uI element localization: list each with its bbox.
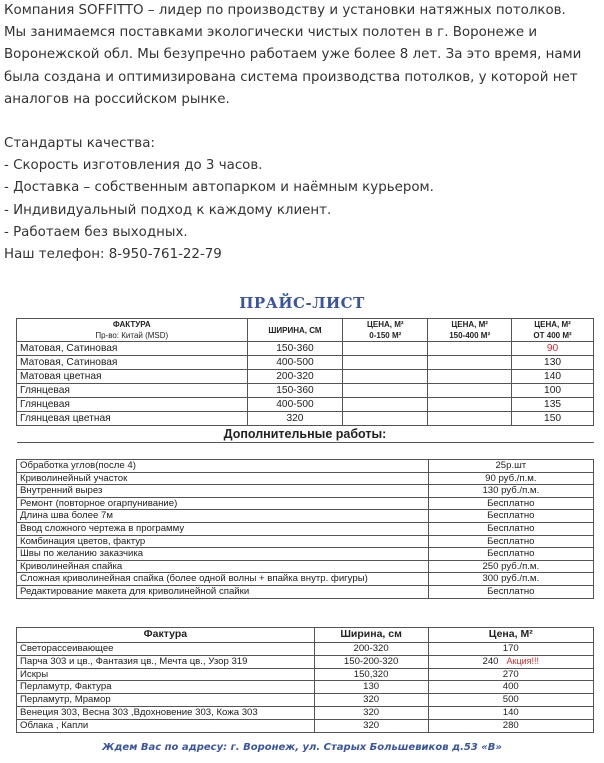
texture-cell: Венеция 303, Весна 303 ,Вдохновение 303, Кожа 303 [17,706,315,719]
texture-cell: Светорассеивающее [17,643,315,656]
empty-cell [343,342,428,356]
width-cell: 400-500 [247,356,343,370]
table-row [17,668,594,681]
section-title-row [17,426,594,443]
table-header-row [17,319,594,342]
table-row [17,356,594,370]
texture-cell: Глянцевая [17,398,248,412]
header-price-3: ЦЕНА, М² ОТ 400 М² [512,319,594,342]
work-price-cell: Бесплатно [428,535,593,548]
price-cell [428,643,594,656]
intro-line: Компания SOFFITTO – лидер по производству и установки натяжных потолков. [4,3,566,18]
intro-line: аналогов на российском рынке. [4,91,230,107]
standard-item: - Индивидуальный подход к каждому клиент. [4,202,332,218]
table-row [17,522,594,535]
width-cell: 320 [247,412,343,426]
empty-cell [343,356,428,370]
width-cell: 320 [314,706,428,719]
work-price-cell: Бесплатно [428,548,593,561]
table-row [17,573,594,586]
work-name-cell: Ремонт (повторное огарпунивание) [17,497,429,510]
standard-item: - Работаем без выходных. [4,224,188,240]
price-cell [428,719,594,732]
price-table-premium [16,627,594,733]
texture-cell: Матовая, Сатиновая [17,342,248,356]
promo-badge: Акция!!! [506,655,539,666]
table-row [17,472,594,485]
price-cell [428,681,594,694]
empty-cell [428,342,512,356]
price-value: 140 [502,706,519,718]
price-cell [428,694,594,707]
texture-cell: Парча 303 и цв., Фантазия цв., Мечта цв., Узор 319 [17,655,315,668]
table-row [17,384,594,398]
work-price-cell: 300 руб./п.м. [428,573,593,586]
price-cell: 150 [512,412,594,426]
work-name-cell: Внутренний вырез [17,485,429,498]
work-price-cell: 90 руб./п.м. [428,472,593,485]
empty-cell [343,370,428,384]
price-cell: 90 [512,342,594,356]
texture-cell: Глянцевая цветная [17,412,248,426]
work-name-cell: Криволинейная спайка [17,560,429,573]
header-price: Цена, М² [428,628,594,643]
price-value: 270 [502,668,519,680]
width-cell: 150-360 [247,342,343,356]
standard-item: - Скорость изготовления до 3 часов. [4,158,263,174]
standards-title: Стандарты качества: [4,136,155,152]
price-value: 280 [502,719,519,731]
intro-line: Воронежской обл. Мы безупречно работаем уже более 8 лет. За это время, нами [4,47,582,63]
header-width: Ширина, см [314,628,428,643]
table-row [17,398,594,412]
work-name-cell: Комбинация цветов, фактур [17,535,429,548]
width-cell: 150-200-320 [314,655,428,668]
width-cell: 200-320 [314,643,428,656]
extra-works-table [16,459,594,599]
table-row [17,694,594,707]
texture-cell: Облака , Капли [17,719,315,732]
table-header-row [17,628,594,643]
table-row [17,706,594,719]
empty-cell [428,356,512,370]
footer-address: Ждем Вас по адресу: г. Воронеж, ул. Старых Большевиков д.53 «В» [102,742,502,753]
work-price-cell: 250 руб./п.м. [428,560,593,573]
table-row [17,560,594,573]
table-row [17,655,594,668]
price-value: 170 [502,643,519,654]
texture-cell: Перламутр, Фактура [17,681,315,694]
price-cell [428,668,594,681]
price-cell: 140 [512,370,594,384]
texture-cell: Матовая цветная [17,370,248,384]
width-cell: 150,320 [314,668,428,681]
texture-cell: Глянцевая [17,384,248,398]
header-price-1: ЦЕНА, М² 0-150 М² [343,319,428,342]
table-row [17,681,594,694]
empty-cell [343,412,428,426]
texture-cell: Матовая, Сатиновая [17,356,248,370]
table-row [17,510,594,523]
empty-cell [428,398,512,412]
price-value: 400 [502,681,519,693]
table-row [17,535,594,548]
texture-cell: Искры [17,668,315,681]
work-name-cell: Обработка углов(после 4) [17,460,429,473]
width-cell: 130 [314,681,428,694]
width-cell: 400-500 [247,398,343,412]
header-texture: ФАКТУРА Пр-во: Китай (MSD) [17,319,248,342]
work-price-cell: Бесплатно [428,497,593,510]
price-value: 240 [482,655,499,667]
price-cell: 135 [512,398,594,412]
work-name-cell: Швы по желанию заказчика [17,548,429,561]
price-table-main [16,318,594,443]
table-row [17,460,594,473]
empty-cell [428,384,512,398]
extra-works-title: Дополнительные работы: [17,426,594,443]
intro-text [4,0,602,266]
empty-cell [428,412,512,426]
width-cell: 200-320 [247,370,343,384]
price-cell [428,706,594,719]
empty-cell [343,398,428,412]
texture-cell: Перламутр, Мрамор [17,694,315,707]
standard-item: - Доставка – собственным автопарком и наёмным курьером. [4,180,434,196]
empty-cell [343,384,428,398]
intro-line: была создана и оптимизирована система производства потолков, у которой нет [4,69,578,85]
work-name-cell: Ввод сложного чертежа в программу [17,522,429,535]
table-row [17,497,594,510]
work-name-cell: Редактирование макета для криволинейной спайки [17,585,429,598]
width-cell: 150-360 [247,384,343,398]
width-cell: 320 [314,719,428,732]
work-price-cell: 25р.шт [428,460,593,473]
table-row [17,643,594,656]
price-cell: 100 [512,384,594,398]
intro-line: Мы занимаемся поставками экологически чистых полотен в г. Воронеже и [4,25,538,41]
work-name-cell: Сложная криволинейная спайка (более одной волны + впайка внутр. фигуры) [17,573,429,586]
work-price-cell: Бесплатно [428,522,593,535]
price-cell: 130 [512,356,594,370]
work-price-cell: 130 руб./п.м. [428,485,593,498]
header-price-2: ЦЕНА, М² 150-400 М² [428,319,512,342]
price-cell [428,655,594,668]
header-texture: Фактура [17,628,315,643]
work-name-cell: Длина шва более 7м [17,510,429,523]
table-row [17,370,594,384]
width-cell: 320 [314,694,428,707]
price-list-title: ПРАЙС-ЛИСТ [239,294,365,312]
table-row [17,412,594,426]
table-row [17,485,594,498]
table-row [17,585,594,598]
table-row [17,342,594,356]
table-row [17,719,594,732]
price-value: 500 [502,694,519,706]
work-price-cell: Бесплатно [428,585,593,598]
phone-line: Наш телефон: 8-950-761-22-79 [4,247,222,263]
empty-cell [428,370,512,384]
header-width: ШИРИНА, СМ [247,319,343,342]
table-row [17,548,594,561]
work-price-cell: Бесплатно [428,510,593,523]
work-name-cell: Криволинейный участок [17,472,429,485]
